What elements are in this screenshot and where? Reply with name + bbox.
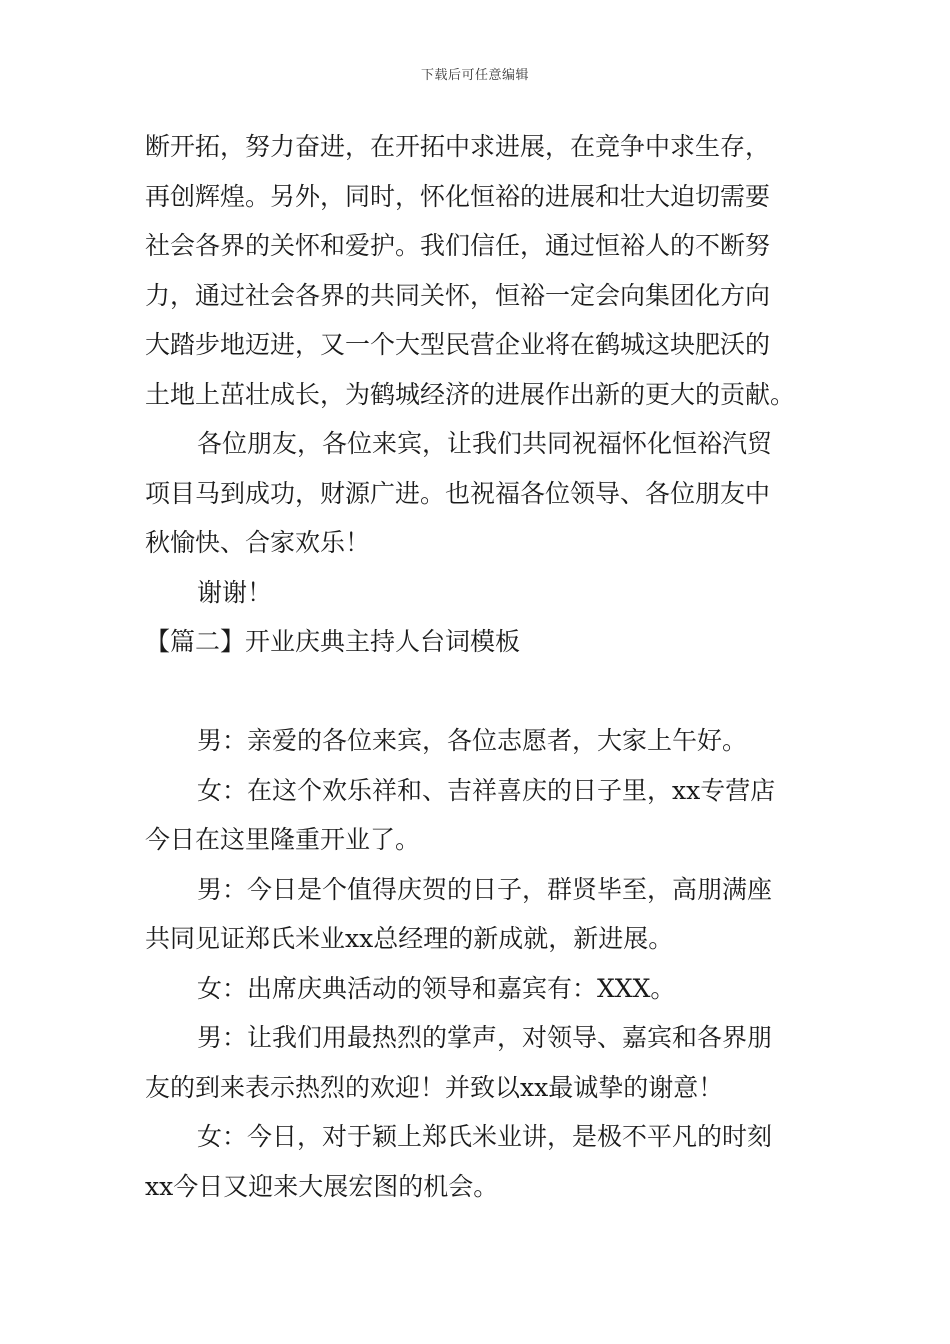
paragraph-line: 大踏步地迈进，又一个大型民营企业将在鹤城这块肥沃的 bbox=[145, 330, 771, 359]
page-header-note: 下载后可任意编辑 bbox=[420, 68, 529, 83]
dialogue-line: xx今日又迎来大展宏图的机会。 bbox=[145, 1171, 499, 1201]
section-heading: 【篇二】开业庆典主持人台词模板 bbox=[145, 627, 521, 656]
dialogue-line: 友的到来表示热烈的欢迎！并致以xx最诚挚的谢意！ bbox=[145, 1072, 724, 1102]
dialogue-line: 男：让我们用最热烈的掌声，对领导、嘉宾和各界朋 bbox=[197, 1023, 773, 1052]
paragraph-line: 谢谢！ bbox=[197, 577, 273, 607]
blank-line bbox=[145, 667, 810, 717]
dialogue-line: 女：今日，对于颖上郑氏米业讲，是极不平凡的时刻 bbox=[197, 1122, 773, 1151]
paragraph-line: 社会各界的关怀和爱护。我们信任，通过恒裕人的不断努 bbox=[145, 231, 771, 260]
paragraph-line: 力，通过社会各界的共同关怀，恒裕一定会向集团化方向 bbox=[145, 280, 771, 310]
document-body bbox=[145, 122, 810, 1211]
dialogue-line: 共同见证郑氏米业xx总经理的新成就，新进展。 bbox=[145, 924, 674, 953]
dialogue-line: 女：出席庆典活动的领导和嘉宾有：XXX。 bbox=[197, 973, 676, 1003]
paragraph-line: 断开拓，努力奋进，在开拓中求进展，在竞争中求生存， bbox=[145, 132, 771, 161]
dialogue-line: 女：在这个欢乐祥和、吉祥喜庆的日子里，xx专营店 bbox=[197, 775, 776, 805]
paragraph-line: 秋愉快、合家欢乐！ bbox=[145, 528, 371, 557]
paragraph-line: 再创辉煌。另外，同时，怀化恒裕的进展和壮大迫切需要 bbox=[145, 181, 771, 211]
paragraph-line: 各位朋友，各位来宾，让我们共同祝福怀化恒裕汽贸 bbox=[197, 429, 773, 458]
dialogue-line: 男：亲爱的各位来宾，各位志愿者，大家上午好。 bbox=[197, 726, 748, 755]
paragraph-line: 土地上茁壮成长，为鹤城经济的进展作出新的更大的贡献。 bbox=[145, 379, 796, 409]
dialogue-line: 今日在这里隆重开业了。 bbox=[145, 825, 421, 854]
dialogue-line: 男：今日是个值得庆贺的日子，群贤毕至，高朋满座 bbox=[197, 874, 773, 904]
paragraph-line: 项目马到成功，财源广进。也祝福各位领导、各位朋友中 bbox=[145, 478, 771, 508]
